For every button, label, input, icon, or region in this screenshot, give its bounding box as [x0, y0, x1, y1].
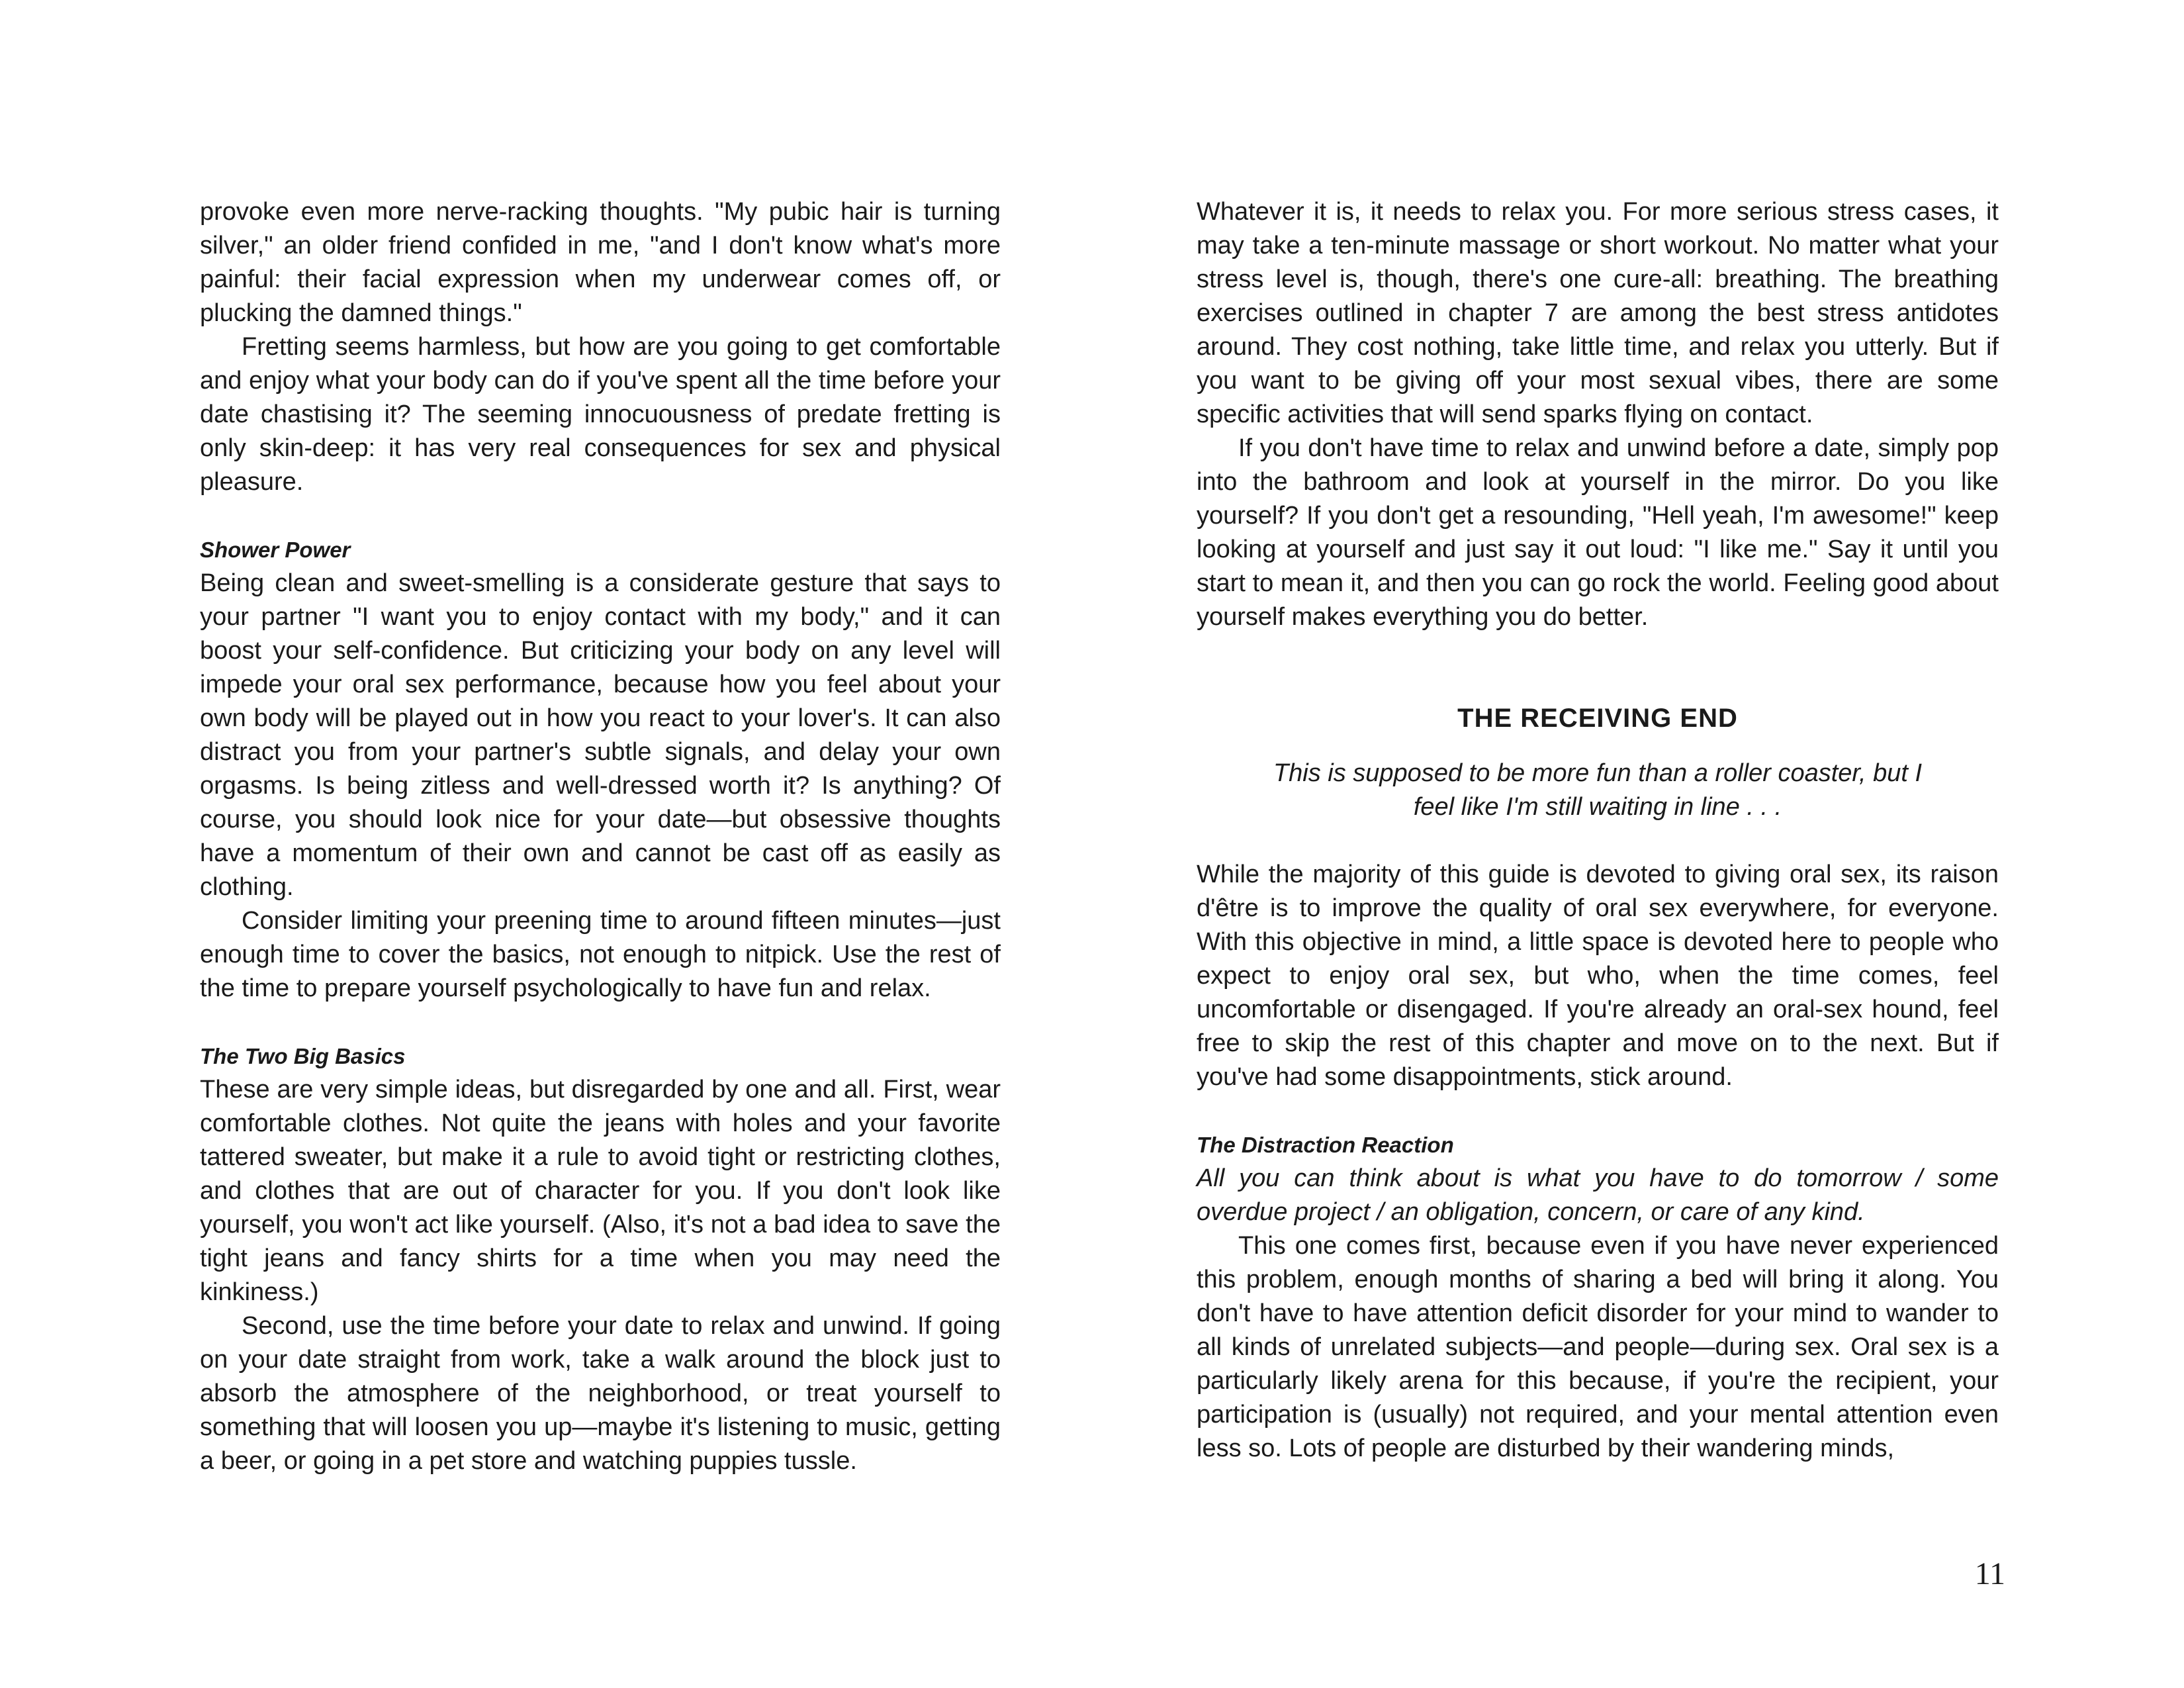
epigraph-line: feel like I'm still waiting in line . . . — [1413, 793, 1782, 821]
subheading-shower-power: Shower Power — [200, 538, 351, 562]
paragraph: Whatever it is, it needs to relax you. For more serious stress cases, it may take a ten-minute massage or short workout. No matter what your stress level is, though, there's one cure-all: breathing. The breathing exercises outlined in chapter 7 are among the best stress antidotes around. They cost nothing, take little time, and relax you utterly. But if you want to be giving off your most sexual vibes, there are some specific activities that will send sparks flying on contact. — [1197, 198, 1999, 428]
page-number: 11 — [1974, 1556, 2005, 1591]
paragraph: Consider limiting your preening time to around fifteen minutes—just enough time to cover the basics, not enough to nitpick. Use the rest of the time to prepare yourself psychologically to have fun and relax. — [200, 907, 1001, 1002]
epigraph — [1197, 757, 1999, 824]
subheading-distraction-reaction: The Distraction Reaction — [1197, 1133, 1454, 1157]
paragraph: These are very simple ideas, but disregarded by one and all. First, wear comfortable clothes. Not quite the jeans with holes and your favorite tattered sweater, but make it a rule to avoid tight or restricting clothes, and clothes that are out of character for you. If you don't look like yourself, you won't act like yourself. (Also, it's not a bad idea to save the tight jeans and fancy shirts for a time when you may need the kinkiness.) — [200, 1076, 1001, 1306]
paragraph: provoke even more nerve-racking thoughts. "My pubic hair is turning silver," an older friend confided in me, "and I don't know what's more painful: their facial expression when my underwear comes off, or plucking the damned things." — [200, 198, 1001, 327]
paragraph: This one comes first, because even if you have never experienced this problem, enough months of sharing a bed will bring it along. You don't have to have attention deficit disorder for your mind to wander to all kinds of unrelated subjects—and people—during sex. Oral sex is a particularly likely arena for this because, if you're the recipient, your participation is (usually) not required, and your mental attention even less so. Lots of people are disturbed by their wandering minds, — [1197, 1232, 1999, 1462]
paragraph: Second, use the time before your date to relax and unwind. If going on your date straight from work, take a walk around the block just to absorb the atmosphere of the neighborhood, or treat yourself to something that will loosen you up—maybe it's listening to music, getting a beer, or going in a pet store and watching puppies tussle. — [200, 1312, 1001, 1475]
paragraph: Being clean and sweet-smelling is a considerate gesture that says to your partner "I want you to enjoy contact with my body," and it can boost your self-confidence. But criticizing your body on any level will impede your oral sex performance, because how you feel about your own body will be played out in how you react to your lover's. It can also distract you from your partner's subtle signals, and delay your own orgasms. Is being zitless and well-dressed worth it? Is anything? Of course, you should look nice for your date—but obsessive thoughts have a momentum of their own and cannot be cast off as easily as clothing. — [200, 569, 1001, 901]
paragraph: If you don't have time to relax and unwind before a date, simply pop into the bathroom and look at yourself in the mirror. Do you like yourself? If you don't get a resounding, "Hell yeah, I'm awesome!" keep looking at yourself and just say it out loud: "I like me." Say it until you start to mean it, and then you can go rock the world. Feeling good about yourself makes everything you do better. — [1197, 434, 1999, 631]
section-heading-receiving-end: THE RECEIVING END — [1457, 704, 1738, 733]
paragraph: While the majority of this guide is devoted to giving oral sex, its raison d'être is to improve the quality of oral sex everywhere, for everyone. With this objective in mind, a little space is devoted here to people who expect to enjoy oral sex, but who, when the time comes, feel uncomfortable or disengaged. If you're already an oral-sex hound, feel free to skip the rest of this chapter and move on to the next. But if you've had some disappointments, stick around. — [1197, 861, 1999, 1091]
problem-statement: All you can think about is what you have to do tomorrow / some overdue project / an obligation, concern, or care of any kind. — [1197, 1164, 1999, 1226]
left-column — [200, 195, 1001, 1478]
epigraph-line: This is supposed to be more fun than a roller coaster, but I — [1273, 759, 1923, 787]
right-column — [1197, 195, 1999, 1466]
subheading-two-big-basics: The Two Big Basics — [200, 1044, 406, 1068]
paragraph: Fretting seems harmless, but how are you going to get comfortable and enjoy what your body can do if you've spent all the time before your date chastising it? The seeming innocuousness of predate fretting is only skin-deep: it has very real consequences for sex and physical pleasure. — [200, 333, 1001, 496]
